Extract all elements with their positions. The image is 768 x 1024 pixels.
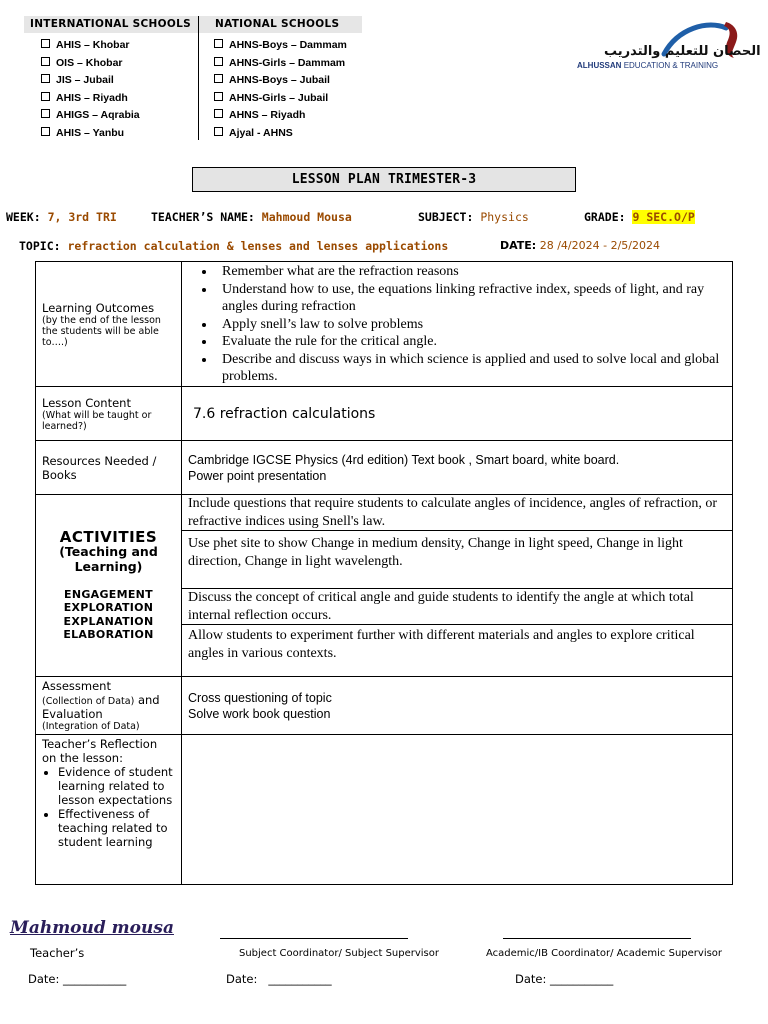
- lesson-plan-table: [35, 261, 733, 885]
- stage-explanation: EXPLANATION: [63, 614, 154, 628]
- lesson-content-row: [36, 387, 733, 441]
- list-item: • Remember what are the refraction reasons: [216, 263, 726, 281]
- teacher-caption: Teacher’s: [30, 946, 85, 960]
- activity-cell: Include questions that require students to calculate angles of incidence, angles of refraction, or refractive indices using Snell's law.: [182, 495, 733, 531]
- resources-row: [36, 441, 733, 495]
- school-checkbox-item[interactable]: AHNS-Girls – Dammam: [214, 56, 347, 74]
- school-checkbox-item[interactable]: AHIS – Yanbu: [41, 126, 140, 144]
- stage-elaboration: ELABORATION: [63, 628, 154, 641]
- school-checkbox-item[interactable]: AHNS-Boys – Dammam: [214, 38, 347, 56]
- lesson-content-label: Lesson Content (What will be taught or learned?): [36, 387, 182, 441]
- coordinator-caption: Subject Coordinator/ Subject Supervisor: [239, 948, 439, 959]
- school-checkbox-item[interactable]: OIS – Khobar: [41, 56, 140, 74]
- list-item: • Describe and discuss ways in which science is applied and used to solve local and global problems.: [216, 351, 726, 386]
- assessment-row: [36, 677, 733, 735]
- list-item: • Apply snell’s law to solve problems: [216, 316, 726, 334]
- learning-outcomes-row: [36, 262, 733, 387]
- logo-arabic-text: الحصان للتعليم والتدريب: [604, 44, 761, 59]
- stage-engagement: ENGAGEMENT: [64, 587, 153, 601]
- coordinator-signature-line[interactable]: [220, 938, 408, 939]
- national-schools-header: NATIONAL SCHOOLS: [199, 16, 362, 33]
- reflection-row: [36, 735, 733, 885]
- checkbox-icon[interactable]: [41, 127, 50, 136]
- school-checkbox-item[interactable]: AHNS – Riyadh: [214, 108, 347, 126]
- international-schools-header: INTERNATIONAL SCHOOLS: [24, 16, 204, 33]
- checkbox-icon[interactable]: [214, 74, 223, 83]
- topic-field: TOPIC: refraction calculation & lenses and lenses applications: [19, 239, 449, 253]
- teacher-date-field[interactable]: Date: ___________: [28, 972, 127, 986]
- date-field: DATE: 28 /4/2024 - 2/5/2024: [500, 239, 660, 252]
- assessment-label: Assessment (Collection of Data) and Evaluation (Integration of Data): [36, 677, 182, 735]
- resources-label: Resources Needed / Books: [36, 441, 182, 495]
- logo-english-text: ALHUSSAN EDUCATION & TRAINING: [577, 61, 719, 70]
- checkbox-icon[interactable]: [41, 39, 50, 48]
- academic-signature-line[interactable]: [503, 938, 691, 939]
- resources-cell: [182, 441, 733, 495]
- assessment-cell: [182, 677, 733, 735]
- checkbox-icon[interactable]: [41, 109, 50, 118]
- school-checkbox-item[interactable]: AHNS-Girls – Jubail: [214, 91, 347, 109]
- checkbox-icon[interactable]: [214, 92, 223, 101]
- activities-subtitle: (Teaching and Learning): [59, 543, 158, 574]
- school-checkbox-item[interactable]: AHIGS – Aqrabia: [41, 108, 140, 126]
- checkbox-icon[interactable]: [214, 39, 223, 48]
- international-school-list: [41, 38, 140, 143]
- stage-exploration: EXPLORATION: [63, 601, 154, 614]
- academic-caption: Academic/IB Coordinator/ Academic Supervisor: [486, 948, 723, 959]
- activity-cell: Use phet site to show Change in medium density, Change in light speed, Change in light direction, Change in light wavelength.: [182, 531, 733, 589]
- resources-line: Power point presentation: [188, 468, 327, 483]
- national-school-list: [214, 38, 347, 143]
- assessment-line: Cross questioning of topic: [188, 690, 332, 705]
- list-item: • Understand how to use, the equations linking refractive index, speeds of light, and ray angles during refraction: [216, 281, 726, 316]
- activities-title: ACTIVITIES: [59, 527, 158, 546]
- lesson-content-value: 7.6 refraction calculations: [182, 387, 733, 441]
- checkbox-icon[interactable]: [41, 57, 50, 66]
- resources-line: Cambridge IGCSE Physics (4rd edition) Text book , Smart board, white board.: [188, 452, 620, 467]
- school-checkbox-item[interactable]: AHNS-Boys – Jubail: [214, 73, 347, 91]
- school-checkbox-item[interactable]: AHIS – Riyadh: [41, 91, 140, 109]
- activity-row: [36, 495, 733, 531]
- teacher-name-field: TEACHER’S NAME: Mahmoud Mousa: [151, 210, 352, 224]
- grade-field: GRADE: 9 SEC.O/P: [584, 210, 695, 224]
- school-divider: [198, 16, 199, 140]
- school-checkbox-item[interactable]: JIS – Jubail: [41, 73, 140, 91]
- academic-date-field[interactable]: Date: ___________: [515, 972, 614, 986]
- school-checkbox-item[interactable]: Ajyal - AHNS: [214, 126, 347, 144]
- checkbox-icon[interactable]: [214, 57, 223, 66]
- assessment-line: Solve work book question: [188, 706, 331, 721]
- activities-label-cell: [36, 495, 182, 677]
- activity-cell: Allow students to experiment further with different materials and angles to explore critical angles in various contexts.: [182, 625, 733, 677]
- checkbox-icon[interactable]: [41, 92, 50, 101]
- learning-outcomes-cell: [182, 262, 733, 387]
- subject-field: SUBJECT: Physics: [418, 210, 529, 224]
- list-item: • Evaluate the rule for the critical angle.: [216, 333, 726, 351]
- teacher-signature: Mahmoud mousa: [10, 918, 174, 938]
- teacher-reflection-input[interactable]: [182, 735, 733, 885]
- coordinator-date-field[interactable]: Date: ___________: [226, 972, 332, 986]
- learning-outcomes-label: Learning Outcomes (by the end of the lesson the students will be able to….): [36, 262, 182, 387]
- page-title: LESSON PLAN TRIMESTER-3: [192, 167, 576, 192]
- list-item: • Effectiveness of teaching related to student learning: [58, 807, 175, 849]
- checkbox-icon[interactable]: [41, 74, 50, 83]
- checkbox-icon[interactable]: [214, 127, 223, 136]
- activity-cell: Discuss the concept of critical angle and guide students to identify the angle at which total internal reflection occurs.: [182, 589, 733, 625]
- school-checkbox-item[interactable]: AHIS – Khobar: [41, 38, 140, 56]
- teacher-reflection-label: Teacher’s Reflection on the lesson: • Evidence of student learning related to lesson expectations • Effectiveness of teaching related to student learning: [36, 735, 182, 885]
- week-field: WEEK: 7, 3rd TRI: [6, 210, 117, 224]
- list-item: • Evidence of student learning related to lesson expectations: [58, 765, 175, 807]
- checkbox-icon[interactable]: [214, 109, 223, 118]
